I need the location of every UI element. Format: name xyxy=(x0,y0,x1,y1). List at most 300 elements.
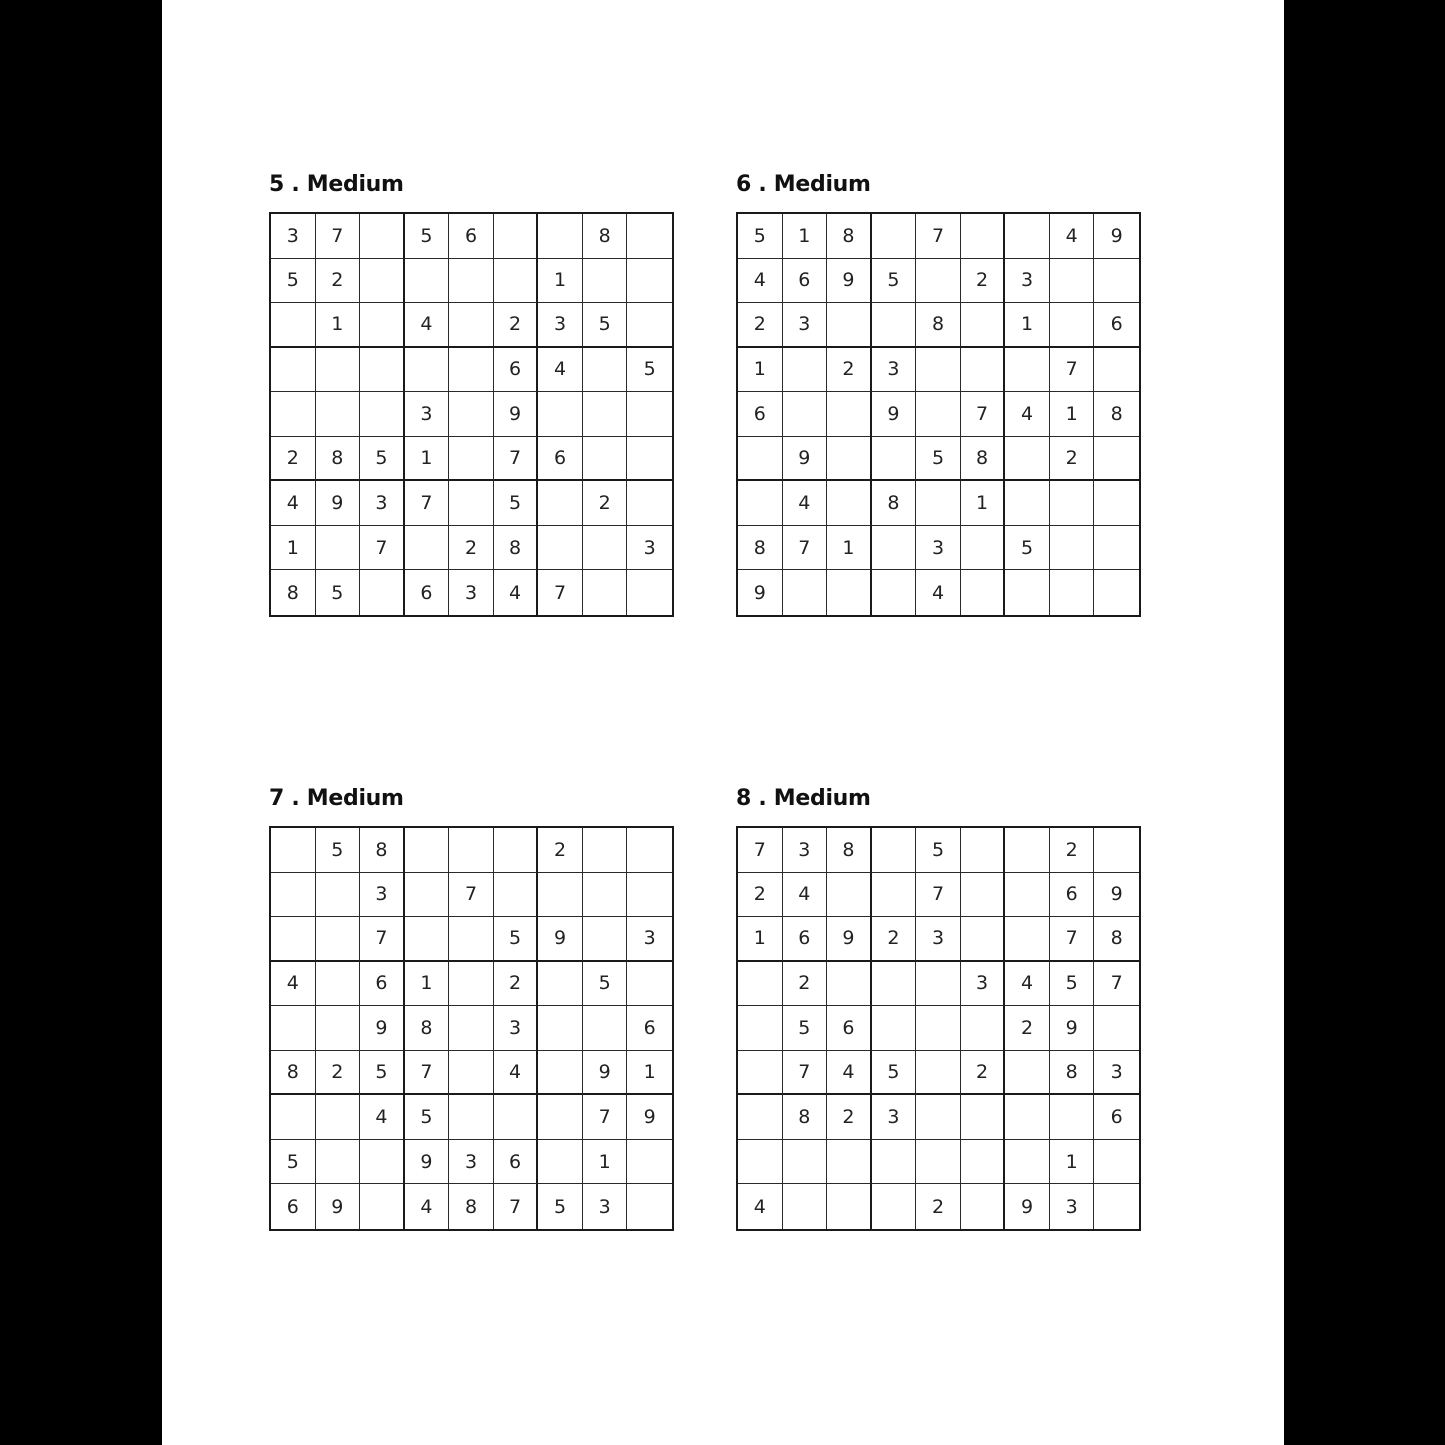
sudoku-cell-r6c1 xyxy=(738,437,783,482)
sudoku-cell-r2c8 xyxy=(1050,259,1095,304)
sudoku-cell-r8c1: 5 xyxy=(271,1140,316,1185)
sudoku-cell-r4c7 xyxy=(538,962,583,1007)
sudoku-cell-r8c5: 2 xyxy=(449,526,494,571)
sudoku-cell-r7c9 xyxy=(1094,481,1139,526)
sudoku-cell-r8c4 xyxy=(405,526,450,571)
puzzle-title: 8 . Medium xyxy=(736,786,871,811)
sudoku-cell-r6c8: 9 xyxy=(583,1051,628,1096)
sudoku-cell-r4c1: 1 xyxy=(738,348,783,393)
sudoku-cell-r6c1: 2 xyxy=(271,437,316,482)
sudoku-cell-r3c9: 6 xyxy=(1094,303,1139,348)
sudoku-cell-r8c5: 3 xyxy=(916,526,961,571)
sudoku-cell-r4c9 xyxy=(627,962,672,1007)
sudoku-cell-r2c4 xyxy=(405,873,450,918)
sudoku-cell-r4c3 xyxy=(827,962,872,1007)
sudoku-cell-r9c3 xyxy=(360,1184,405,1229)
sudoku-cell-r2c3: 9 xyxy=(827,259,872,304)
sudoku-cell-r5c3 xyxy=(360,392,405,437)
sudoku-cell-r6c8: 2 xyxy=(1050,437,1095,482)
sudoku-cell-r2c5 xyxy=(916,259,961,304)
sudoku-cell-r2c6 xyxy=(494,873,539,918)
sudoku-cell-r2c2: 6 xyxy=(783,259,828,304)
sudoku-cell-r8c2 xyxy=(316,526,361,571)
sudoku-cell-r9c6 xyxy=(961,570,1006,615)
sudoku-cell-r3c4 xyxy=(405,917,450,962)
sudoku-cell-r3c6: 2 xyxy=(494,303,539,348)
sudoku-cell-r8c7 xyxy=(1005,1140,1050,1185)
sudoku-cell-r7c6: 1 xyxy=(961,481,1006,526)
sudoku-cell-r7c4: 5 xyxy=(405,1095,450,1140)
sudoku-cell-r4c9: 5 xyxy=(627,348,672,393)
sudoku-cell-r1c3: 8 xyxy=(827,214,872,259)
sudoku-cell-r1c7 xyxy=(538,214,583,259)
sudoku-cell-r2c9: 9 xyxy=(1094,873,1139,918)
sudoku-cell-r8c7 xyxy=(538,1140,583,1185)
sudoku-grid xyxy=(269,826,674,1231)
sudoku-cell-r5c9: 6 xyxy=(627,1006,672,1051)
sudoku-cell-r1c7 xyxy=(1005,214,1050,259)
sudoku-cell-r6c6: 7 xyxy=(494,437,539,482)
sudoku-cell-r8c9: 3 xyxy=(627,526,672,571)
sudoku-cell-r5c4 xyxy=(872,1006,917,1051)
sudoku-cell-r3c9: 3 xyxy=(627,917,672,962)
sudoku-cell-r9c5: 3 xyxy=(449,570,494,615)
sudoku-cell-r4c8: 5 xyxy=(1050,962,1095,1007)
sudoku-cell-r8c8: 1 xyxy=(583,1140,628,1185)
sudoku-cell-r9c4 xyxy=(872,1184,917,1229)
sudoku-cell-r4c7 xyxy=(1005,348,1050,393)
sudoku-cell-r8c6: 8 xyxy=(494,526,539,571)
sudoku-cell-r2c6 xyxy=(961,873,1006,918)
sudoku-cell-r5c2 xyxy=(783,392,828,437)
sudoku-cell-r3c4: 4 xyxy=(405,303,450,348)
sudoku-cell-r7c9 xyxy=(627,481,672,526)
sudoku-cell-r1c5: 5 xyxy=(916,828,961,873)
sudoku-cell-r3c3 xyxy=(360,303,405,348)
sudoku-cell-r2c6 xyxy=(494,259,539,304)
sudoku-cell-r9c3 xyxy=(827,1184,872,1229)
sudoku-cell-r6c7 xyxy=(538,1051,583,1096)
sudoku-cell-r7c3 xyxy=(827,481,872,526)
puzzle-page xyxy=(162,0,1284,1445)
sudoku-cell-r3c6: 5 xyxy=(494,917,539,962)
sudoku-cell-r2c9 xyxy=(1094,259,1139,304)
sudoku-grid xyxy=(736,826,1141,1231)
sudoku-cell-r4c2 xyxy=(783,348,828,393)
sudoku-cell-r9c5: 4 xyxy=(916,570,961,615)
sudoku-cell-r2c5: 7 xyxy=(916,873,961,918)
sudoku-cell-r9c3 xyxy=(360,570,405,615)
sudoku-cell-r3c5: 3 xyxy=(916,917,961,962)
sudoku-cell-r3c3 xyxy=(827,303,872,348)
sudoku-cell-r3c5 xyxy=(449,917,494,962)
sudoku-cell-r8c7 xyxy=(538,526,583,571)
sudoku-cell-r6c7 xyxy=(1005,437,1050,482)
sudoku-cell-r1c5: 6 xyxy=(449,214,494,259)
sudoku-cell-r4c3 xyxy=(360,348,405,393)
sudoku-cell-r4c3: 2 xyxy=(827,348,872,393)
sudoku-cell-r2c9 xyxy=(627,873,672,918)
sudoku-cell-r3c8: 5 xyxy=(583,303,628,348)
sudoku-cell-r7c7 xyxy=(1005,481,1050,526)
sudoku-cell-r6c1 xyxy=(738,1051,783,1096)
sudoku-cell-r8c6 xyxy=(961,526,1006,571)
sudoku-cell-r7c8 xyxy=(1050,481,1095,526)
sudoku-cell-r9c4 xyxy=(872,570,917,615)
sudoku-cell-r4c8: 5 xyxy=(583,962,628,1007)
sudoku-cell-r6c3: 5 xyxy=(360,1051,405,1096)
sudoku-cell-r8c6 xyxy=(961,1140,1006,1185)
sudoku-cell-r9c4: 6 xyxy=(405,570,450,615)
sudoku-cell-r1c5: 7 xyxy=(916,214,961,259)
sudoku-cell-r2c3: 3 xyxy=(360,873,405,918)
sudoku-cell-r2c1: 2 xyxy=(738,873,783,918)
sudoku-cell-r1c3 xyxy=(360,214,405,259)
sudoku-cell-r1c7: 2 xyxy=(538,828,583,873)
sudoku-cell-r8c2 xyxy=(316,1140,361,1185)
puzzle-title: 7 . Medium xyxy=(269,786,404,811)
sudoku-cell-r5c4: 9 xyxy=(872,392,917,437)
sudoku-cell-r5c5 xyxy=(449,1006,494,1051)
sudoku-cell-r9c7: 9 xyxy=(1005,1184,1050,1229)
sudoku-cell-r8c9 xyxy=(1094,1140,1139,1185)
sudoku-cell-r3c1: 1 xyxy=(738,917,783,962)
sudoku-cell-r7c1 xyxy=(738,1095,783,1140)
sudoku-cell-r9c2 xyxy=(783,1184,828,1229)
sudoku-cell-r9c7: 7 xyxy=(538,570,583,615)
sudoku-cell-r5c5 xyxy=(916,392,961,437)
sudoku-cell-r7c8 xyxy=(1050,1095,1095,1140)
sudoku-cell-r3c7: 9 xyxy=(538,917,583,962)
sudoku-cell-r5c8 xyxy=(583,1006,628,1051)
sudoku-cell-r7c4: 3 xyxy=(872,1095,917,1140)
sudoku-cell-r6c4 xyxy=(872,437,917,482)
sudoku-cell-r1c8: 4 xyxy=(1050,214,1095,259)
sudoku-cell-r8c4: 9 xyxy=(405,1140,450,1185)
sudoku-cell-r9c1: 6 xyxy=(271,1184,316,1229)
sudoku-cell-r8c7: 5 xyxy=(1005,526,1050,571)
sudoku-cell-r4c9: 7 xyxy=(1094,962,1139,1007)
sudoku-cell-r4c1 xyxy=(271,348,316,393)
sudoku-cell-r5c7 xyxy=(538,1006,583,1051)
sudoku-cell-r4c4: 3 xyxy=(872,348,917,393)
sudoku-cell-r5c5 xyxy=(449,392,494,437)
sudoku-cell-r6c3 xyxy=(827,437,872,482)
sudoku-cell-r3c7 xyxy=(1005,917,1050,962)
sudoku-cell-r5c6: 9 xyxy=(494,392,539,437)
sudoku-cell-r3c5: 8 xyxy=(916,303,961,348)
sudoku-cell-r9c9 xyxy=(627,1184,672,1229)
sudoku-cell-r8c2: 7 xyxy=(783,526,828,571)
sudoku-cell-r8c8 xyxy=(583,526,628,571)
sudoku-cell-r3c2: 1 xyxy=(316,303,361,348)
sudoku-cell-r7c6 xyxy=(494,1095,539,1140)
sudoku-cell-r2c1: 4 xyxy=(738,259,783,304)
sudoku-cell-r4c8: 7 xyxy=(1050,348,1095,393)
sudoku-cell-r7c5 xyxy=(449,481,494,526)
sudoku-cell-r7c5 xyxy=(449,1095,494,1140)
sudoku-cell-r3c2: 6 xyxy=(783,917,828,962)
sudoku-cell-r9c8 xyxy=(583,570,628,615)
sudoku-cell-r2c2 xyxy=(316,873,361,918)
sudoku-cell-r1c2: 5 xyxy=(316,828,361,873)
sudoku-cell-r9c6 xyxy=(961,1184,1006,1229)
sudoku-cell-r8c4 xyxy=(872,1140,917,1185)
sudoku-cell-r9c5: 2 xyxy=(916,1184,961,1229)
sudoku-cell-r4c4: 1 xyxy=(405,962,450,1007)
sudoku-cell-r8c5: 3 xyxy=(449,1140,494,1185)
sudoku-cell-r4c4 xyxy=(405,348,450,393)
sudoku-cell-r2c4 xyxy=(872,873,917,918)
sudoku-cell-r6c9: 1 xyxy=(627,1051,672,1096)
sudoku-cell-r3c2: 3 xyxy=(783,303,828,348)
sudoku-cell-r5c7: 2 xyxy=(1005,1006,1050,1051)
sudoku-cell-r8c3 xyxy=(360,1140,405,1185)
sudoku-cell-r2c3 xyxy=(827,873,872,918)
sudoku-cell-r4c6: 2 xyxy=(494,962,539,1007)
sudoku-cell-r6c2: 9 xyxy=(783,437,828,482)
sudoku-cell-r8c3: 7 xyxy=(360,526,405,571)
sudoku-cell-r6c7: 6 xyxy=(538,437,583,482)
sudoku-cell-r1c8: 2 xyxy=(1050,828,1095,873)
sudoku-cell-r9c8: 3 xyxy=(1050,1184,1095,1229)
sudoku-cell-r1c8 xyxy=(583,828,628,873)
sudoku-cell-r1c8: 8 xyxy=(583,214,628,259)
sudoku-cell-r1c4: 5 xyxy=(405,214,450,259)
sudoku-cell-r1c9 xyxy=(1094,828,1139,873)
sudoku-cell-r7c5 xyxy=(916,1095,961,1140)
sudoku-cell-r6c6: 4 xyxy=(494,1051,539,1096)
sudoku-cell-r3c1 xyxy=(271,917,316,962)
sudoku-cell-r6c9 xyxy=(1094,437,1139,482)
sudoku-cell-r1c1: 5 xyxy=(738,214,783,259)
sudoku-cell-r5c8: 9 xyxy=(1050,1006,1095,1051)
sudoku-cell-r3c8 xyxy=(583,917,628,962)
sudoku-cell-r9c1: 9 xyxy=(738,570,783,615)
sudoku-cell-r7c7 xyxy=(538,1095,583,1140)
sudoku-cell-r3c3: 9 xyxy=(827,917,872,962)
sudoku-cell-r5c9 xyxy=(627,392,672,437)
sudoku-cell-r5c6: 7 xyxy=(961,392,1006,437)
sudoku-cell-r9c1: 4 xyxy=(738,1184,783,1229)
sudoku-cell-r1c4 xyxy=(872,828,917,873)
sudoku-cell-r2c7 xyxy=(538,873,583,918)
sudoku-cell-r6c6: 8 xyxy=(961,437,1006,482)
sudoku-cell-r6c5 xyxy=(916,1051,961,1096)
sudoku-cell-r5c1 xyxy=(271,392,316,437)
sudoku-cell-r5c2: 5 xyxy=(783,1006,828,1051)
sudoku-cell-r7c3: 4 xyxy=(360,1095,405,1140)
sudoku-cell-r5c9: 8 xyxy=(1094,392,1139,437)
sudoku-cell-r6c4: 7 xyxy=(405,1051,450,1096)
sudoku-cell-r7c6: 5 xyxy=(494,481,539,526)
puzzle-title: 5 . Medium xyxy=(269,172,404,197)
sudoku-cell-r6c5 xyxy=(449,437,494,482)
sudoku-cell-r4c8 xyxy=(583,348,628,393)
sudoku-cell-r3c9 xyxy=(627,303,672,348)
sudoku-cell-r6c8 xyxy=(583,437,628,482)
sudoku-cell-r5c1: 6 xyxy=(738,392,783,437)
sudoku-cell-r6c2: 8 xyxy=(316,437,361,482)
sudoku-cell-r6c4: 5 xyxy=(872,1051,917,1096)
sudoku-cell-r4c1 xyxy=(738,962,783,1007)
sudoku-cell-r4c5 xyxy=(449,962,494,1007)
sudoku-cell-r5c1 xyxy=(738,1006,783,1051)
sudoku-cell-r9c7 xyxy=(1005,570,1050,615)
sudoku-cell-r8c9 xyxy=(627,1140,672,1185)
sudoku-cell-r3c7: 3 xyxy=(538,303,583,348)
sudoku-cell-r8c1: 1 xyxy=(271,526,316,571)
sudoku-cell-r5c8 xyxy=(583,392,628,437)
sudoku-cell-r1c9 xyxy=(627,214,672,259)
sudoku-grid xyxy=(736,212,1141,617)
sudoku-cell-r5c3 xyxy=(827,392,872,437)
sudoku-cell-r6c8: 8 xyxy=(1050,1051,1095,1096)
sudoku-cell-r3c9: 8 xyxy=(1094,917,1139,962)
sudoku-cell-r6c5: 5 xyxy=(916,437,961,482)
sudoku-cell-r1c9 xyxy=(627,828,672,873)
sudoku-cell-r8c5 xyxy=(916,1140,961,1185)
sudoku-cell-r7c9: 6 xyxy=(1094,1095,1139,1140)
sudoku-cell-r7c8: 2 xyxy=(583,481,628,526)
sudoku-cell-r7c9: 9 xyxy=(627,1095,672,1140)
sudoku-cell-r7c2: 4 xyxy=(783,481,828,526)
sudoku-cell-r5c7 xyxy=(538,392,583,437)
sudoku-cell-r4c2: 2 xyxy=(783,962,828,1007)
sudoku-cell-r6c6: 2 xyxy=(961,1051,1006,1096)
sudoku-cell-r1c2: 3 xyxy=(783,828,828,873)
sudoku-cell-r6c2: 7 xyxy=(783,1051,828,1096)
sudoku-cell-r3c5 xyxy=(449,303,494,348)
sudoku-cell-r1c2: 7 xyxy=(316,214,361,259)
sudoku-cell-r7c1: 4 xyxy=(271,481,316,526)
sudoku-puzzle-8 xyxy=(736,786,1141,1231)
sudoku-cell-r3c3: 7 xyxy=(360,917,405,962)
sudoku-cell-r2c6: 2 xyxy=(961,259,1006,304)
sudoku-cell-r2c9 xyxy=(627,259,672,304)
sudoku-cell-r3c6 xyxy=(961,303,1006,348)
sudoku-cell-r4c1: 4 xyxy=(271,962,316,1007)
sudoku-cell-r1c3: 8 xyxy=(827,828,872,873)
sudoku-cell-r8c8: 1 xyxy=(1050,1140,1095,1185)
sudoku-cell-r4c6: 6 xyxy=(494,348,539,393)
sudoku-cell-r6c2: 2 xyxy=(316,1051,361,1096)
sudoku-cell-r9c2: 5 xyxy=(316,570,361,615)
sudoku-cell-r4c7: 4 xyxy=(538,348,583,393)
sudoku-cell-r9c7: 5 xyxy=(538,1184,583,1229)
sudoku-cell-r2c7: 1 xyxy=(538,259,583,304)
sudoku-cell-r5c6 xyxy=(961,1006,1006,1051)
sudoku-cell-r2c1: 5 xyxy=(271,259,316,304)
sudoku-cell-r8c2 xyxy=(783,1140,828,1185)
sudoku-cell-r9c1: 8 xyxy=(271,570,316,615)
sudoku-cell-r3c7: 1 xyxy=(1005,303,1050,348)
sudoku-cell-r6c4: 1 xyxy=(405,437,450,482)
sudoku-cell-r8c1: 8 xyxy=(738,526,783,571)
sudoku-cell-r8c1 xyxy=(738,1140,783,1185)
sudoku-cell-r9c2 xyxy=(783,570,828,615)
sudoku-cell-r5c7: 4 xyxy=(1005,392,1050,437)
sudoku-cell-r7c5 xyxy=(916,481,961,526)
sudoku-cell-r2c7: 3 xyxy=(1005,259,1050,304)
sudoku-cell-r3c6 xyxy=(961,917,1006,962)
sudoku-puzzle-7 xyxy=(269,786,674,1231)
sudoku-cell-r1c1: 7 xyxy=(738,828,783,873)
sudoku-cell-r9c2: 9 xyxy=(316,1184,361,1229)
sudoku-cell-r2c2: 4 xyxy=(783,873,828,918)
sudoku-cell-r1c1 xyxy=(271,828,316,873)
sudoku-cell-r3c8: 7 xyxy=(1050,917,1095,962)
sudoku-cell-r7c4: 7 xyxy=(405,481,450,526)
sudoku-cell-r2c7 xyxy=(1005,873,1050,918)
sudoku-cell-r9c6: 4 xyxy=(494,570,539,615)
sudoku-cell-r4c2 xyxy=(316,348,361,393)
sudoku-cell-r2c4: 5 xyxy=(872,259,917,304)
sudoku-cell-r8c3: 1 xyxy=(827,526,872,571)
sudoku-cell-r5c4: 3 xyxy=(405,392,450,437)
sudoku-cell-r5c6: 3 xyxy=(494,1006,539,1051)
sudoku-cell-r3c2 xyxy=(316,917,361,962)
sudoku-cell-r7c8: 7 xyxy=(583,1095,628,1140)
sudoku-cell-r4c5 xyxy=(916,962,961,1007)
sudoku-cell-r9c8 xyxy=(1050,570,1095,615)
sudoku-cell-r8c9 xyxy=(1094,526,1139,571)
sudoku-cell-r8c3 xyxy=(827,1140,872,1185)
sudoku-cell-r2c2: 2 xyxy=(316,259,361,304)
sudoku-cell-r3c4: 2 xyxy=(872,917,917,962)
sudoku-cell-r4c2 xyxy=(316,962,361,1007)
sudoku-cell-r1c6 xyxy=(961,828,1006,873)
sudoku-cell-r2c8: 6 xyxy=(1050,873,1095,918)
sudoku-cell-r7c3: 3 xyxy=(360,481,405,526)
sudoku-cell-r2c5: 7 xyxy=(449,873,494,918)
sudoku-cell-r4c4 xyxy=(872,962,917,1007)
sudoku-cell-r6c1: 8 xyxy=(271,1051,316,1096)
sudoku-cell-r8c8 xyxy=(1050,526,1095,571)
sudoku-puzzle-6 xyxy=(736,172,1141,617)
sudoku-cell-r8c6: 6 xyxy=(494,1140,539,1185)
sudoku-cell-r1c1: 3 xyxy=(271,214,316,259)
sudoku-cell-r5c5 xyxy=(916,1006,961,1051)
sudoku-cell-r1c6 xyxy=(494,828,539,873)
sudoku-cell-r4c6 xyxy=(961,348,1006,393)
sudoku-cell-r9c4: 4 xyxy=(405,1184,450,1229)
sudoku-cell-r1c6 xyxy=(494,214,539,259)
sudoku-cell-r2c8 xyxy=(583,259,628,304)
sudoku-cell-r6c9: 3 xyxy=(1094,1051,1139,1096)
sudoku-cell-r7c2: 8 xyxy=(783,1095,828,1140)
sudoku-cell-r1c9: 9 xyxy=(1094,214,1139,259)
sudoku-cell-r9c6: 7 xyxy=(494,1184,539,1229)
sudoku-cell-r2c1 xyxy=(271,873,316,918)
sudoku-cell-r6c7 xyxy=(1005,1051,1050,1096)
sudoku-cell-r6c3: 4 xyxy=(827,1051,872,1096)
sudoku-cell-r4c7: 4 xyxy=(1005,962,1050,1007)
sudoku-grid xyxy=(269,212,674,617)
sudoku-cell-r4c6: 3 xyxy=(961,962,1006,1007)
sudoku-cell-r4c5 xyxy=(916,348,961,393)
sudoku-cell-r6c5 xyxy=(449,1051,494,1096)
sudoku-cell-r5c3: 9 xyxy=(360,1006,405,1051)
sudoku-cell-r9c5: 8 xyxy=(449,1184,494,1229)
sudoku-cell-r7c7 xyxy=(1005,1095,1050,1140)
sudoku-cell-r4c9 xyxy=(1094,348,1139,393)
sudoku-cell-r2c8 xyxy=(583,873,628,918)
sudoku-cell-r7c1 xyxy=(271,1095,316,1140)
sudoku-cell-r9c9 xyxy=(627,570,672,615)
sudoku-cell-r5c1 xyxy=(271,1006,316,1051)
sudoku-cell-r2c3 xyxy=(360,259,405,304)
